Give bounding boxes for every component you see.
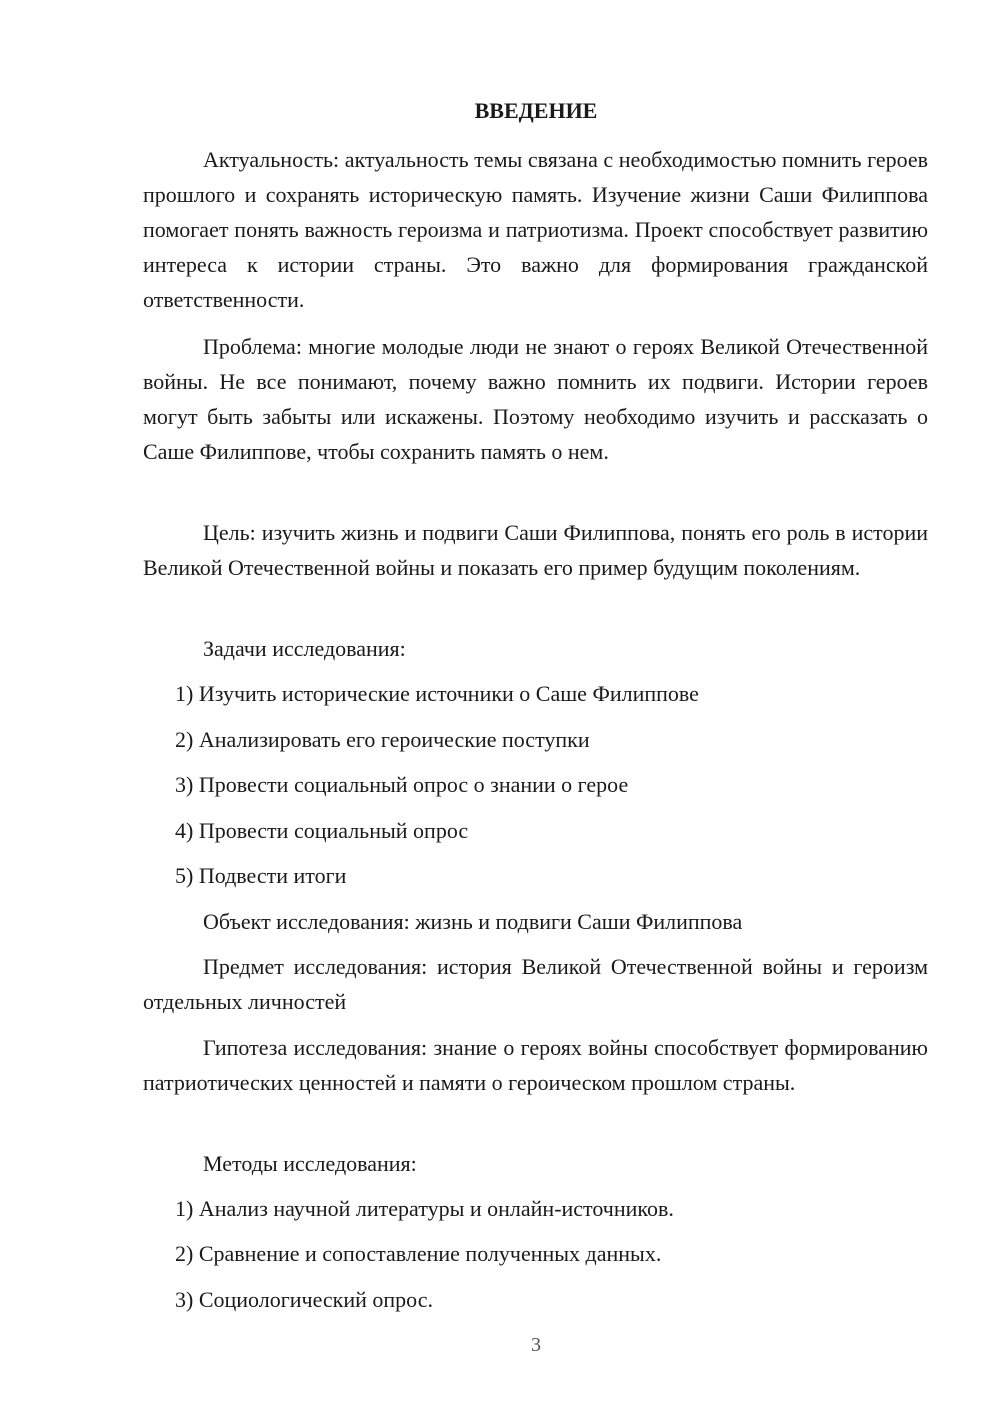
list-item: 2) Сравнение и сопоставление полученных данных. [175,1241,662,1266]
list-item: 3) Провести социальный опрос о знании о герое [175,772,629,797]
goal-paragraph: Цель: изучить жизнь и подвиги Саши Филиппова, понять его роль в истории Великой Отечественной войны и показать его пример будущим поколениям. [143,520,928,580]
page-number: 3 [531,1334,541,1356]
relevance-paragraph: Актуальность: актуальность темы связана с необходимостью помнить героев прошлого и сохранять историческую память. Изучение жизни Саши Филиппова помогает понять важность героизма и патриотизма. Проект способствует развитию интереса к истории страны. Это важно для формирования гражданской ответственности. [143,147,928,312]
list-item: 2) Анализировать его героические поступки [175,727,590,752]
problem-paragraph: Проблема: многие молодые люди не знают о героях Великой Отечественной войны. Не все понимают, почему важно помнить их подвиги. Истории героев могут быть забыты или искажены. Поэтому необходимо изучить и рассказать о Саше Филиппове, чтобы сохранить память о нем. [143,334,928,464]
hypothesis-paragraph: Гипотеза исследования: знание о героях войны способствует формированию патриотических ценностей и памяти о героическом прошлом страны. [143,1035,928,1095]
list-item: 4) Провести социальный опрос [175,818,469,843]
list-item: 5) Подвести итоги [175,863,347,888]
object-paragraph: Объект исследования: жизнь и подвиги Саши Филиппова [203,909,743,934]
list-item: 1) Изучить исторические источники о Саше Филиппове [175,681,699,706]
list-item: 1) Анализ научной литературы и онлайн-источников. [175,1196,674,1221]
list-item: 3) Социологический опрос. [175,1287,433,1312]
tasks-label: Задачи исследования: [203,636,406,661]
section-heading: ВВЕДЕНИЕ [474,98,598,123]
subject-paragraph: Предмет исследования: история Великой Отечественной войны и героизм отдельных личностей [143,954,928,1014]
methods-label: Методы исследования: [203,1151,417,1176]
